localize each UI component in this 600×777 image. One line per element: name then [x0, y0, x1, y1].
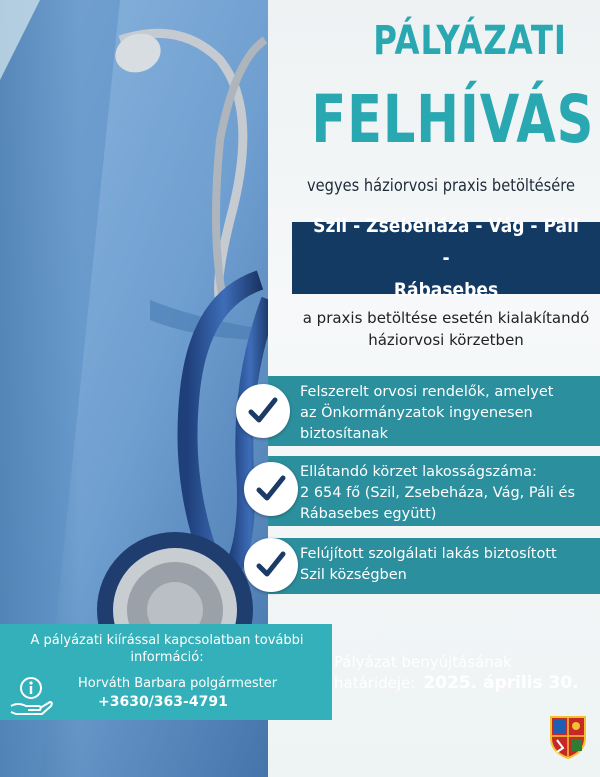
- benefit-text: Rábasebes együtt): [300, 506, 437, 522]
- benefit-text: Felszerelt orvosi rendelők, amelyet: [300, 384, 554, 400]
- deadline-date: 2025. április 30.: [423, 673, 579, 693]
- info-heading-line-1: A pályázati kiírással kapcsolatban további: [30, 633, 304, 648]
- description-line-1: a praxis betöltése esetén kialakítandó: [302, 309, 590, 327]
- villages-line-1: Szil - Zsebeháza - Vág - Páli -: [313, 215, 579, 269]
- benefit-text: biztosítanak: [300, 426, 389, 442]
- contact-phone: +3630/363-4791: [98, 694, 228, 710]
- benefit-text: az Önkormányzatok ingyenesen: [300, 405, 533, 421]
- contact-name: Horváth Barbara polgármester: [78, 676, 278, 691]
- checkmark-icon: [236, 384, 290, 438]
- checkmark-icon: [244, 538, 298, 592]
- deadline-label-line-2: határideje:: [334, 674, 416, 692]
- benefit-text: 2 654 fő (Szil, Zsebeháza, Vág, Páli és: [300, 485, 575, 501]
- benefit-text: Felújított szolgálati lakás biztosított: [300, 546, 557, 562]
- villages-line-2: Rábasebes: [393, 279, 499, 301]
- title-line-2: FELHÍVÁS: [311, 81, 595, 158]
- checkmark-icon: [244, 462, 298, 516]
- benefit-item: [268, 456, 600, 526]
- villages-banner: [292, 215, 600, 301]
- info-heading-line-2: információ:: [130, 650, 204, 665]
- benefit-item: [268, 538, 600, 594]
- title-line-1: PÁLYÁZATI: [373, 18, 567, 64]
- description-line-2: háziorvosi körzetben: [368, 331, 524, 349]
- subtitle: vegyes háziorvosi praxis betöltésére: [307, 176, 575, 196]
- description: [292, 307, 600, 351]
- contact-info-box: [0, 624, 332, 720]
- info-hand-icon: [8, 676, 54, 722]
- benefit-text: Szil községben: [300, 567, 407, 583]
- benefit-item: [268, 376, 600, 446]
- benefit-text: Ellátandó körzet lakosságszáma:: [300, 464, 537, 480]
- coat-of-arms-icon: [548, 714, 588, 764]
- deadline: [334, 652, 600, 694]
- deadline-label-line-1: Pályázat benyújtásának: [334, 653, 512, 671]
